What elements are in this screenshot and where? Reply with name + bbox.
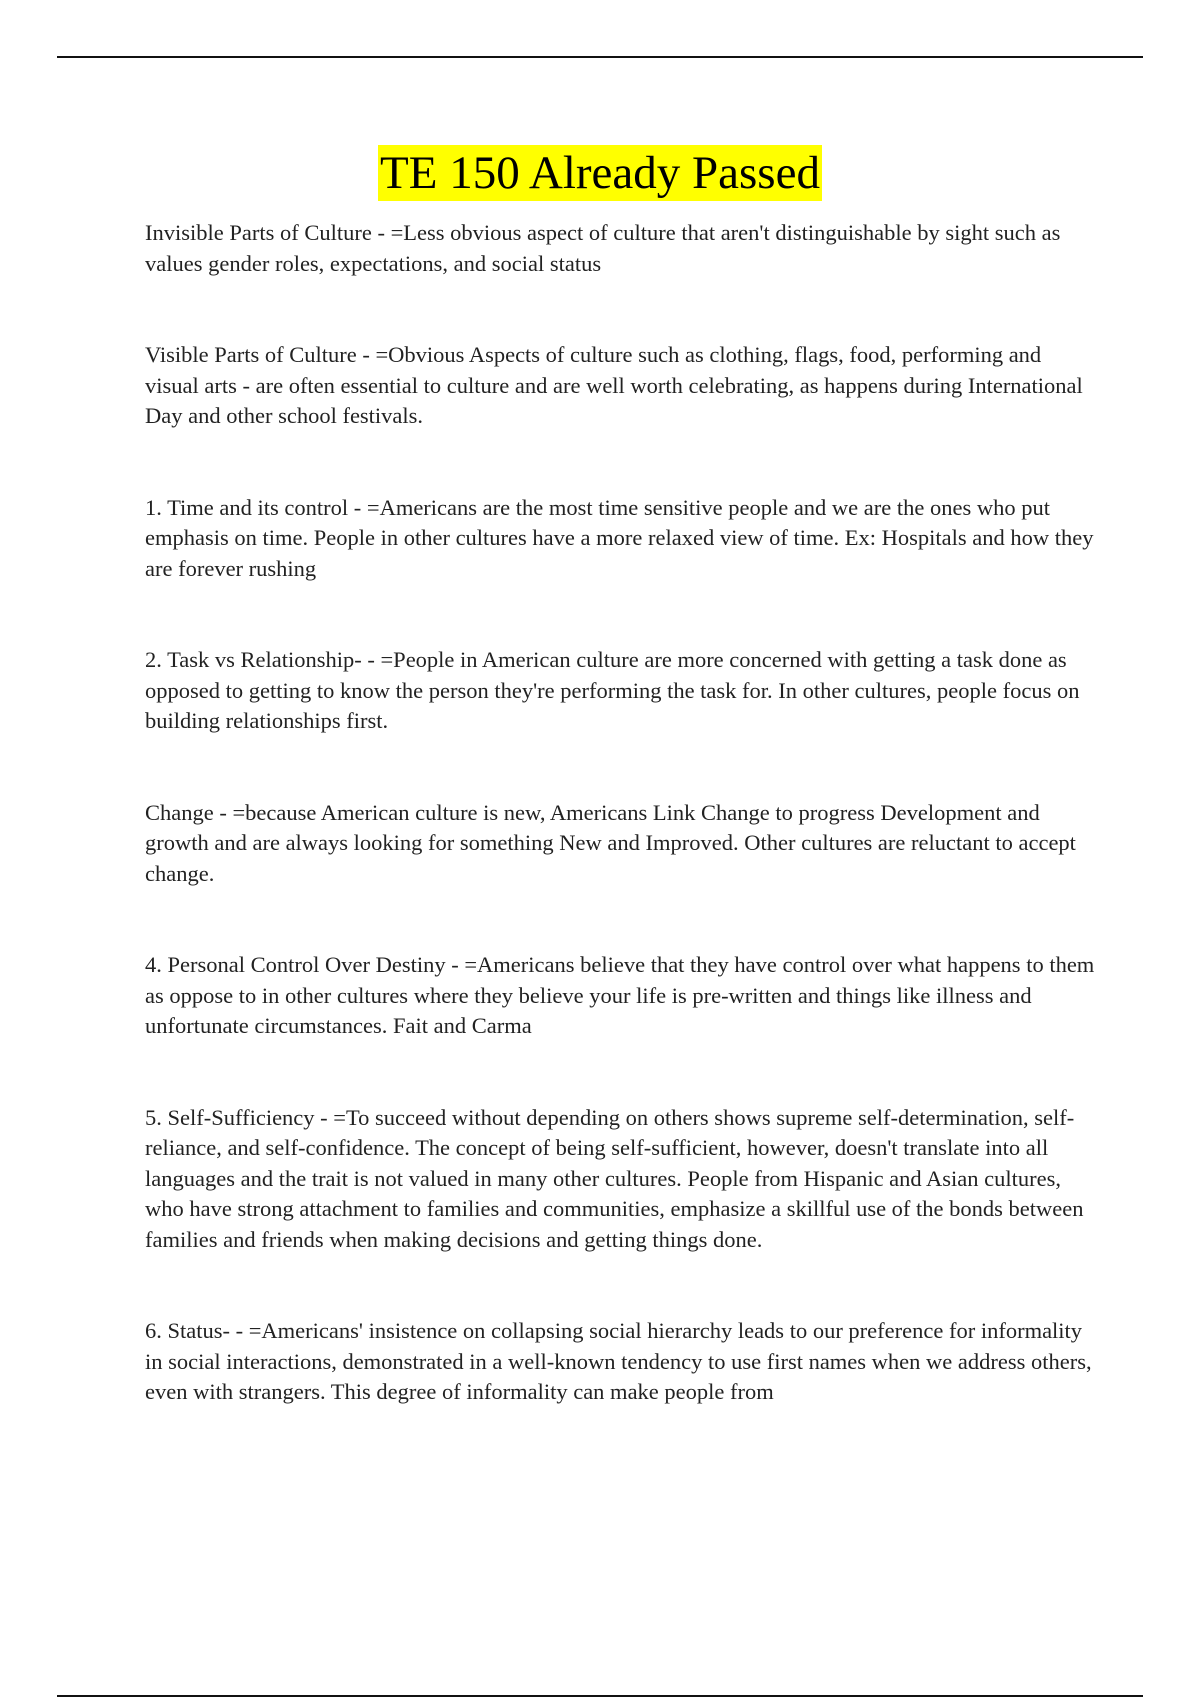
document-title: TE 150 Already Passed xyxy=(380,147,820,199)
entry-self-sufficiency: 5. Self-Sufficiency - =To succeed without depending on others shows supreme self-determination, self-reliance, and self-confidence. The concept of being self-sufficient, however, doesn't translate into all languages and the trait is not valued in many other cultures. People from Hispanic and Asian cultures, who have strong attachment to families and communities, emphasize a skillful use of the bonds between families and friends when making decisions and getting things done. xyxy=(145,1104,1084,1252)
top-rule xyxy=(57,56,1143,58)
title-container xyxy=(0,145,1200,201)
entry-status: 6. Status- - =Americans' insistence on collapsing social hierarchy leads to our preference for informality in social interactions, demonstrated in a well-known tendency to use first names when we address others, even with strangers. This degree of informality can make people from xyxy=(145,1318,1092,1404)
entry-change: Change - =because American culture is new, Americans Link Change to progress Development and growth and are always looking for something New and Improved. Other cultures are reluctant to accept change. xyxy=(145,799,1076,886)
entry-personal-control-over-destiny: 4. Personal Control Over Destiny - =Americans believe that they have control over what happens to them as oppose to in other cultures where they believe your life is pre-written and things like illness and unfortunate circumstances. Fait and Carma xyxy=(145,952,1095,1038)
entry-invisible-parts-of-culture: Invisible Parts of Culture - =Less obvious aspect of culture that aren't distinguishable by sight such as values gender roles, expectations, and social status xyxy=(145,220,1061,276)
bottom-rule xyxy=(57,1695,1143,1697)
entry-task-vs-relationship: 2. Task vs Relationship- - =People in American culture are more concerned with getting a task done as opposed to getting to know the person they're performing the task for. In other cultures, people focus on building relationships first. xyxy=(145,647,1080,733)
entry-visible-parts-of-culture: Visible Parts of Culture - =Obvious Aspects of culture such as clothing, flags, food, performing and visual arts - are often essential to culture and are well worth celebrating, as happens during International Day and other school festivals. xyxy=(145,342,1083,428)
entry-time-and-its-control: 1. Time and its control - =Americans are the most time sensitive people and we are the ones who put emphasis on time. People in other cultures have a more relaxed view of time. Ex: Hospitals and how they are forever rushing xyxy=(145,494,1094,581)
document-body xyxy=(145,218,1095,1408)
